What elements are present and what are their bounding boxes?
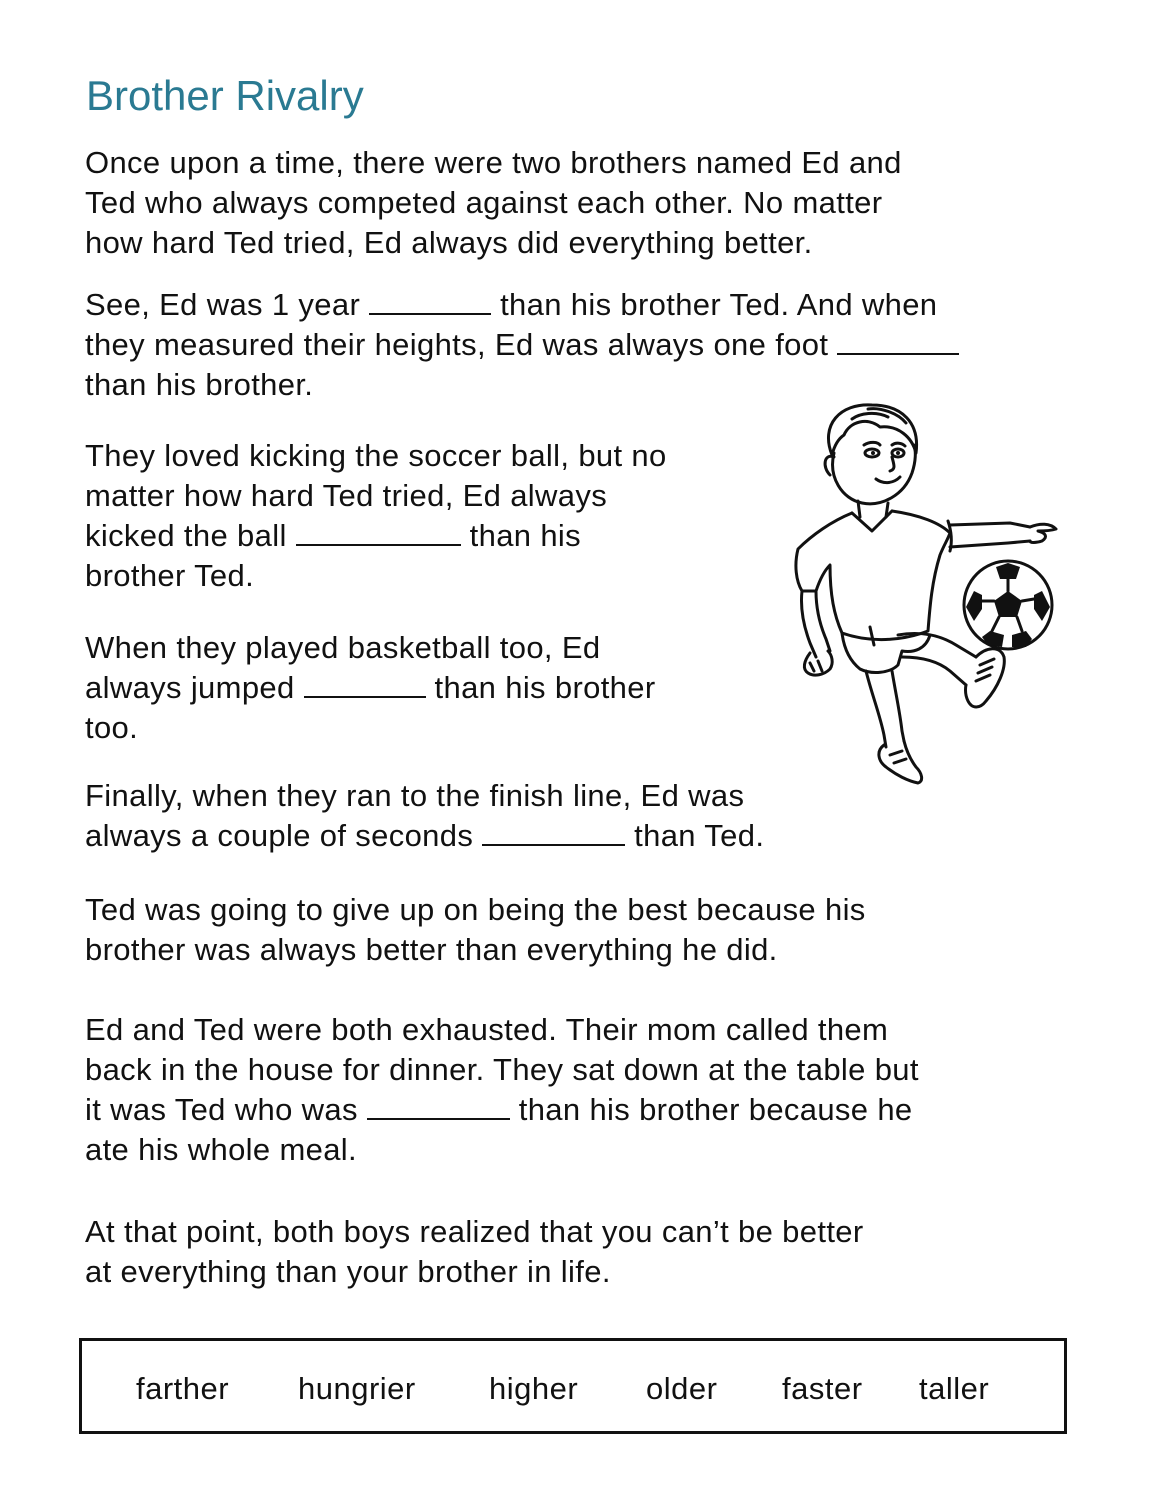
text-line: it was Ted who was (85, 1092, 358, 1127)
text-line: than his brother (434, 670, 656, 705)
age-height-paragraph (85, 285, 959, 405)
text-line: than his brother because he (518, 1092, 913, 1127)
text-line: how hard Ted tried, Ed always did everything better. (85, 225, 813, 260)
dinner-paragraph (85, 1010, 919, 1170)
word-bank-word: higher (489, 1371, 579, 1406)
text-line: When they played basketball too, Ed (85, 630, 601, 665)
give-up-paragraph (85, 890, 866, 970)
word-bank-word: taller (919, 1371, 990, 1406)
text-line: always jumped (85, 670, 295, 705)
intro-paragraph (85, 143, 902, 263)
text-line: than his (469, 518, 582, 553)
basketball-paragraph (85, 628, 656, 748)
word-bank-box (79, 1338, 1067, 1434)
text-line: matter how hard Ted tried, Ed always (85, 478, 608, 513)
text-line: Finally, when they ran to the finish line, Ed was (85, 778, 745, 813)
answer-blank (304, 696, 426, 698)
text-line: they measured their heights, Ed was always one foot (85, 327, 829, 362)
text-line: brother was always better than everything he did. (85, 932, 778, 967)
word-bank-word: hungrier (298, 1371, 416, 1406)
worksheet-title: Brother Rivalry (86, 72, 364, 119)
text-line: always a couple of seconds (85, 818, 474, 853)
text-line: than Ted. (634, 818, 765, 853)
word-bank-word: faster (782, 1371, 863, 1406)
text-line: Ted who always competed against each other. No matter (85, 185, 883, 220)
text-line: back in the house for dinner. They sat down at the table but (85, 1052, 919, 1087)
text-line: At that point, both boys realized that you can’t be better (85, 1214, 864, 1249)
answer-blank (296, 544, 461, 546)
word-bank-word: older (646, 1371, 718, 1406)
text-line: than his brother. (85, 367, 314, 402)
text-line: They loved kicking the soccer ball, but no (85, 438, 667, 473)
text-line: at everything than your brother in life. (85, 1254, 611, 1289)
text-line: Ed and Ted were both exhausted. Their mom called them (85, 1012, 889, 1047)
answer-blank (837, 353, 959, 355)
race-paragraph (85, 776, 764, 856)
text-line: See, Ed was 1 year (85, 287, 361, 322)
text-line: ate his whole meal. (85, 1132, 358, 1167)
word-bank-word: farther (136, 1371, 230, 1406)
conclusion-paragraph (85, 1212, 864, 1292)
answer-blank (482, 844, 625, 846)
text-line: Ted was going to give up on being the best because his (85, 892, 866, 927)
boy-kicking-soccer-ball-icon (780, 395, 1070, 795)
soccer-paragraph (85, 436, 667, 596)
text-line: kicked the ball (85, 518, 287, 553)
answer-blank (369, 313, 491, 315)
text-line: than his brother Ted. And when (500, 287, 938, 322)
text-line: Once upon a time, there were two brothers named Ed and (85, 145, 902, 180)
text-line: brother Ted. (85, 558, 255, 593)
text-line: too. (85, 710, 139, 745)
answer-blank (367, 1118, 510, 1120)
